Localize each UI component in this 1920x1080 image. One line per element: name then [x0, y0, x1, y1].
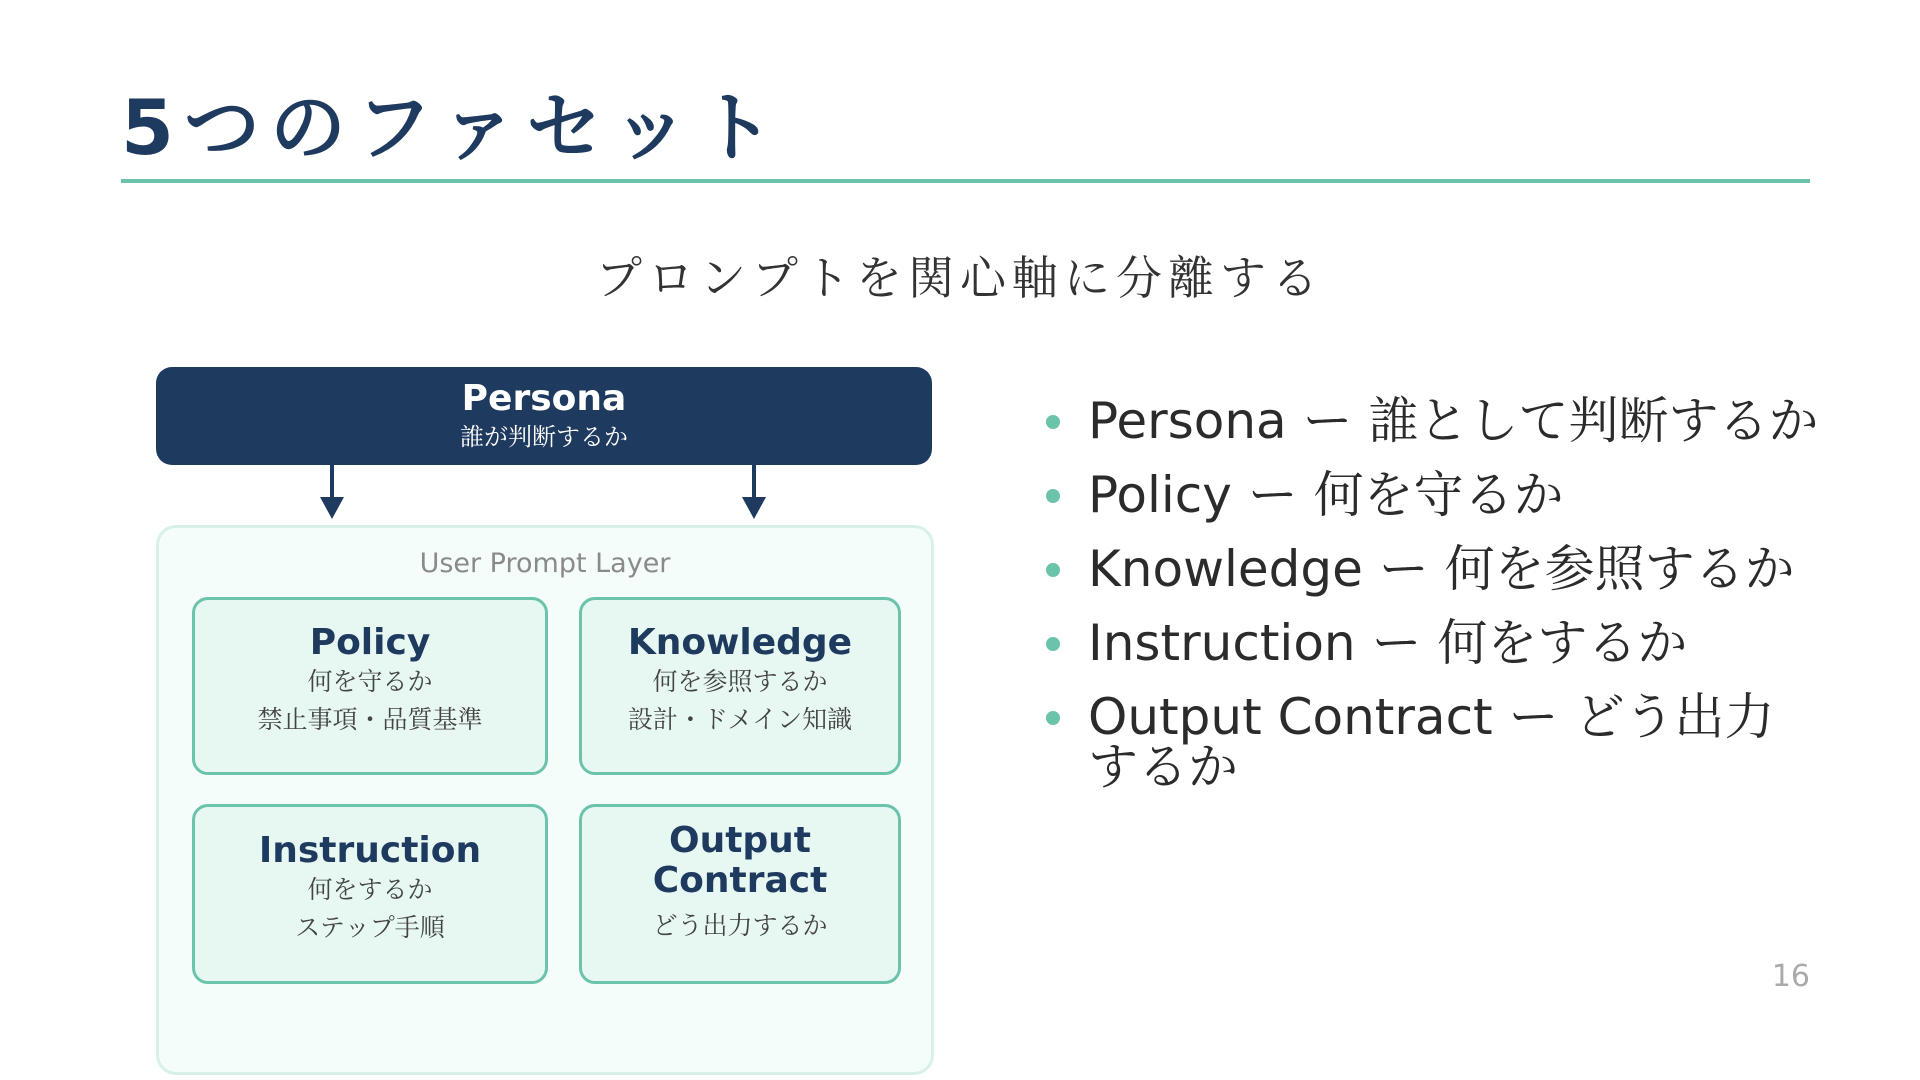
- facet-description: どう出力するか: [652, 911, 828, 940]
- facet-description: 何をするか: [307, 875, 433, 904]
- bullet-text: Policy ー 何を守るか: [1088, 466, 1564, 524]
- title-divider: [121, 179, 1810, 183]
- bullet-text: Instruction ー 何をするか: [1088, 614, 1688, 672]
- facet-knowledge: [579, 597, 901, 775]
- slide-title: 5つのファセット: [121, 83, 785, 172]
- bullet-dot-icon: [1046, 563, 1060, 577]
- facet-output-contract: [579, 804, 901, 984]
- page-number: 16: [1771, 959, 1810, 994]
- bullet-dot-icon: [1046, 637, 1060, 651]
- facet-description: 何を守るか: [307, 667, 433, 696]
- list-item: [1042, 392, 1822, 450]
- list-item: [1042, 466, 1822, 524]
- facet-name: Policy: [309, 622, 431, 663]
- bullet-dot-icon: [1046, 415, 1060, 429]
- persona-box: [156, 367, 932, 465]
- persona-name: Persona: [461, 378, 627, 419]
- bullet-text: Knowledge ー 何を参照するか: [1088, 540, 1795, 598]
- facet-description: 何を参照するか: [652, 667, 828, 696]
- list-item: [1042, 614, 1822, 672]
- facet-name: Instruction: [258, 830, 482, 871]
- bullet-text: Output Contract ー どう出力するか: [1088, 688, 1775, 796]
- bullet-dot-icon: [1046, 711, 1060, 725]
- facet-bullet-list: [1042, 392, 1822, 816]
- user-prompt-layer: [156, 525, 934, 1075]
- facet-instruction: [192, 804, 548, 984]
- list-item: [1042, 540, 1822, 598]
- facet-policy: [192, 597, 548, 775]
- facet-name: Output Contract: [652, 820, 828, 901]
- down-arrow-icon: [739, 465, 769, 521]
- list-item: [1042, 688, 1822, 796]
- bullet-dot-icon: [1046, 489, 1060, 503]
- slide-subtitle: プロンプトを関心軸に分離する: [596, 251, 1324, 305]
- layer-label: User Prompt Layer: [419, 548, 671, 579]
- bullet-text: Persona ー 誰として判断するか: [1088, 392, 1819, 450]
- facet-detail: ステップ手順: [295, 913, 445, 942]
- facet-name: Knowledge: [627, 622, 853, 663]
- down-arrow-icon: [317, 465, 347, 521]
- facet-detail: 設計・ドメイン知識: [627, 705, 853, 734]
- persona-description: 誰が判断するか: [460, 423, 628, 451]
- facet-detail: 禁止事項・品質基準: [257, 705, 483, 734]
